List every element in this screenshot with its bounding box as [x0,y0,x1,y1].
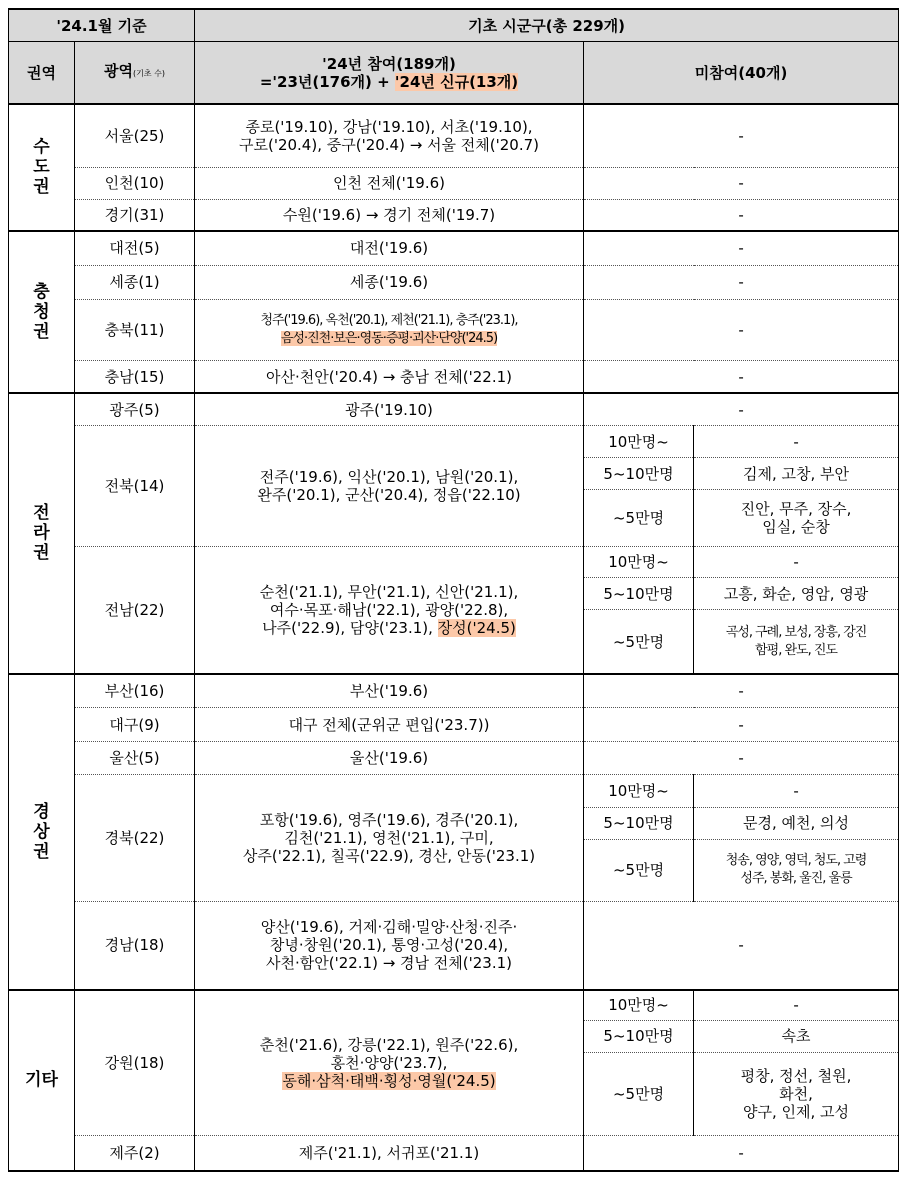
participation-jeonbuk: 전주('19.6), 익산('20.1), 남원('20.1), 완주('20.1), 군산('20.4), 정읍('22.10) [195,426,584,546]
participation-gyeongnam: 양산('19.6), 거제·김해·밀양·산청·진주· 창녕·창원('20.1), 통영·고성('20.4), 사천·함안('22.1) → 경남 전체('23.1) [195,901,584,990]
non-participation-chungbuk: - [584,299,899,361]
list-gangwon-large: - [694,990,899,1021]
metro-ulsan: 울산(5) [75,742,195,775]
size-jeonbuk-mid: 5~10만명 [584,458,694,490]
participation-daejeon: 대전('19.6) [195,231,584,265]
metro-jeonbuk: 전북(14) [75,426,195,546]
metro-seoul: 서울(25) [75,104,195,168]
metro-sejong: 세종(1) [75,265,195,299]
participation-chungnam: 아산·천안('20.4) → 충남 전체('22.1) [195,361,584,393]
participation-jeju: 제주('21.1), 서귀포('21.1) [195,1136,584,1171]
metro-busan: 부산(16) [75,674,195,708]
participation-column-header: '24년 참여(189개) ='23년(176개) + '24년 신규(13개) [195,42,584,104]
participation-daegu: 대구 전체(군위군 편입('23.7)) [195,708,584,742]
list-jeonbuk-large: - [694,426,899,458]
total-header: 기초 시군구(총 229개) [195,9,899,42]
list-jeonnam-large: - [694,546,899,578]
metro-gyeongnam: 경남(18) [75,901,195,990]
region-gyeongsang: 경 상 권 [9,674,75,990]
list-gyeongbuk-mid: 문경, 예천, 의성 [694,807,899,839]
size-jeonbuk-large: 10만명~ [584,426,694,458]
basis-date-header: '24.1월 기준 [9,9,195,42]
region-chungcheong: 충 청 권 [9,231,75,393]
region-sudogwon: 수 도 권 [9,104,75,232]
size-gyeongbuk-mid: 5~10만명 [584,807,694,839]
list-jeonnam-mid: 고흥, 화순, 영암, 영광 [694,578,899,610]
participation-table [8,8,899,1172]
non-participation-jeju: - [584,1136,899,1171]
participation-sejong: 세종('19.6) [195,265,584,299]
metro-jeonnam: 전남(22) [75,546,195,674]
non-participation-incheon: - [584,167,899,199]
size-gyeongbuk-small: ~5만명 [584,839,694,901]
participation-ulsan: 울산('19.6) [195,742,584,775]
list-gangwon-small: 평창, 정선, 철원, 화천, 양구, 인제, 고성 [694,1052,899,1135]
region-jeolla: 전 라 권 [9,393,75,674]
metro-gyeongbuk: 경북(22) [75,775,195,902]
participation-gangwon: 춘천('21.6), 강릉('22.1), 원주('22.6), 홍천·양양('23.7), 동해·삼척·태백·횡성·영월('24.5) [195,990,584,1136]
size-jeonnam-small: ~5만명 [584,610,694,674]
size-gangwon-large: 10만명~ [584,990,694,1021]
metro-chungbuk: 충북(11) [75,299,195,361]
participation-seoul: 종로('19.10), 강남('19.10), 서초('19.10), 구로('20.4), 중구('20.4) → 서울 전체('20.7) [195,104,584,168]
size-gangwon-small: ~5만명 [584,1052,694,1135]
participation-gyeonggi: 수원('19.6) → 경기 전체('19.7) [195,199,584,231]
metro-column-header: 광역(기초 수) [75,42,195,104]
list-jeonbuk-mid: 김제, 고창, 부안 [694,458,899,490]
non-participation-gyeongnam: - [584,901,899,990]
list-gyeongbuk-small: 청송, 영양, 영덕, 청도, 고령 성주, 봉화, 울진, 울릉 [694,839,899,901]
size-gangwon-mid: 5~10만명 [584,1020,694,1052]
non-participation-seoul: - [584,104,899,168]
non-participation-daejeon: - [584,231,899,265]
non-participation-gyeonggi: - [584,199,899,231]
size-jeonbuk-small: ~5만명 [584,490,694,547]
participation-gyeongbuk: 포항('19.6), 영주('19.6), 경주('20.1), 김천('21.1), 영천('21.1), 구미, 상주('22.1), 칠곡('22.9), 경산, 안동('23.1) [195,775,584,902]
metro-jeju: 제주(2) [75,1136,195,1171]
size-gyeongbuk-large: 10만명~ [584,775,694,808]
participation-chungbuk: 청주('19.6), 옥천('20.1), 제천('21.1), 충주('23.1), 음성·진천·보은·영동·증평·괴산·단양('24.5) [195,299,584,361]
non-participation-gwangju: - [584,393,899,426]
size-jeonnam-mid: 5~10만명 [584,578,694,610]
region-column-header: 권역 [9,42,75,104]
metro-gyeonggi: 경기(31) [75,199,195,231]
non-participation-column-header: 미참여(40개) [584,42,899,104]
size-jeonnam-large: 10만명~ [584,546,694,578]
participation-gwangju: 광주('19.10) [195,393,584,426]
participation-jeonnam: 순천('21.1), 무안('21.1), 신안('21.1), 여수·목포·해남('22.1), 광양('22.8), 나주('22.9), 담양('23.1), 장성('24.5) [195,546,584,674]
non-participation-ulsan: - [584,742,899,775]
list-jeonnam-small: 곡성, 구례, 보성, 장흥, 강진 함평, 완도, 진도 [694,610,899,674]
non-participation-chungnam: - [584,361,899,393]
non-participation-sejong: - [584,265,899,299]
region-etc: 기타 [9,990,75,1171]
metro-incheon: 인천(10) [75,167,195,199]
new-2024-highlight: '24년 신규(13개) [394,72,519,91]
list-gyeongbuk-large: - [694,775,899,808]
metro-gwangju: 광주(5) [75,393,195,426]
non-participation-busan: - [584,674,899,708]
list-jeonbuk-small: 진안, 무주, 장수, 임실, 순창 [694,490,899,547]
non-participation-daegu: - [584,708,899,742]
metro-gangwon: 강원(18) [75,990,195,1136]
metro-chungnam: 충남(15) [75,361,195,393]
metro-daejeon: 대전(5) [75,231,195,265]
participation-incheon: 인천 전체('19.6) [195,167,584,199]
metro-daegu: 대구(9) [75,708,195,742]
list-gangwon-mid: 속초 [694,1020,899,1052]
participation-busan: 부산('19.6) [195,674,584,708]
